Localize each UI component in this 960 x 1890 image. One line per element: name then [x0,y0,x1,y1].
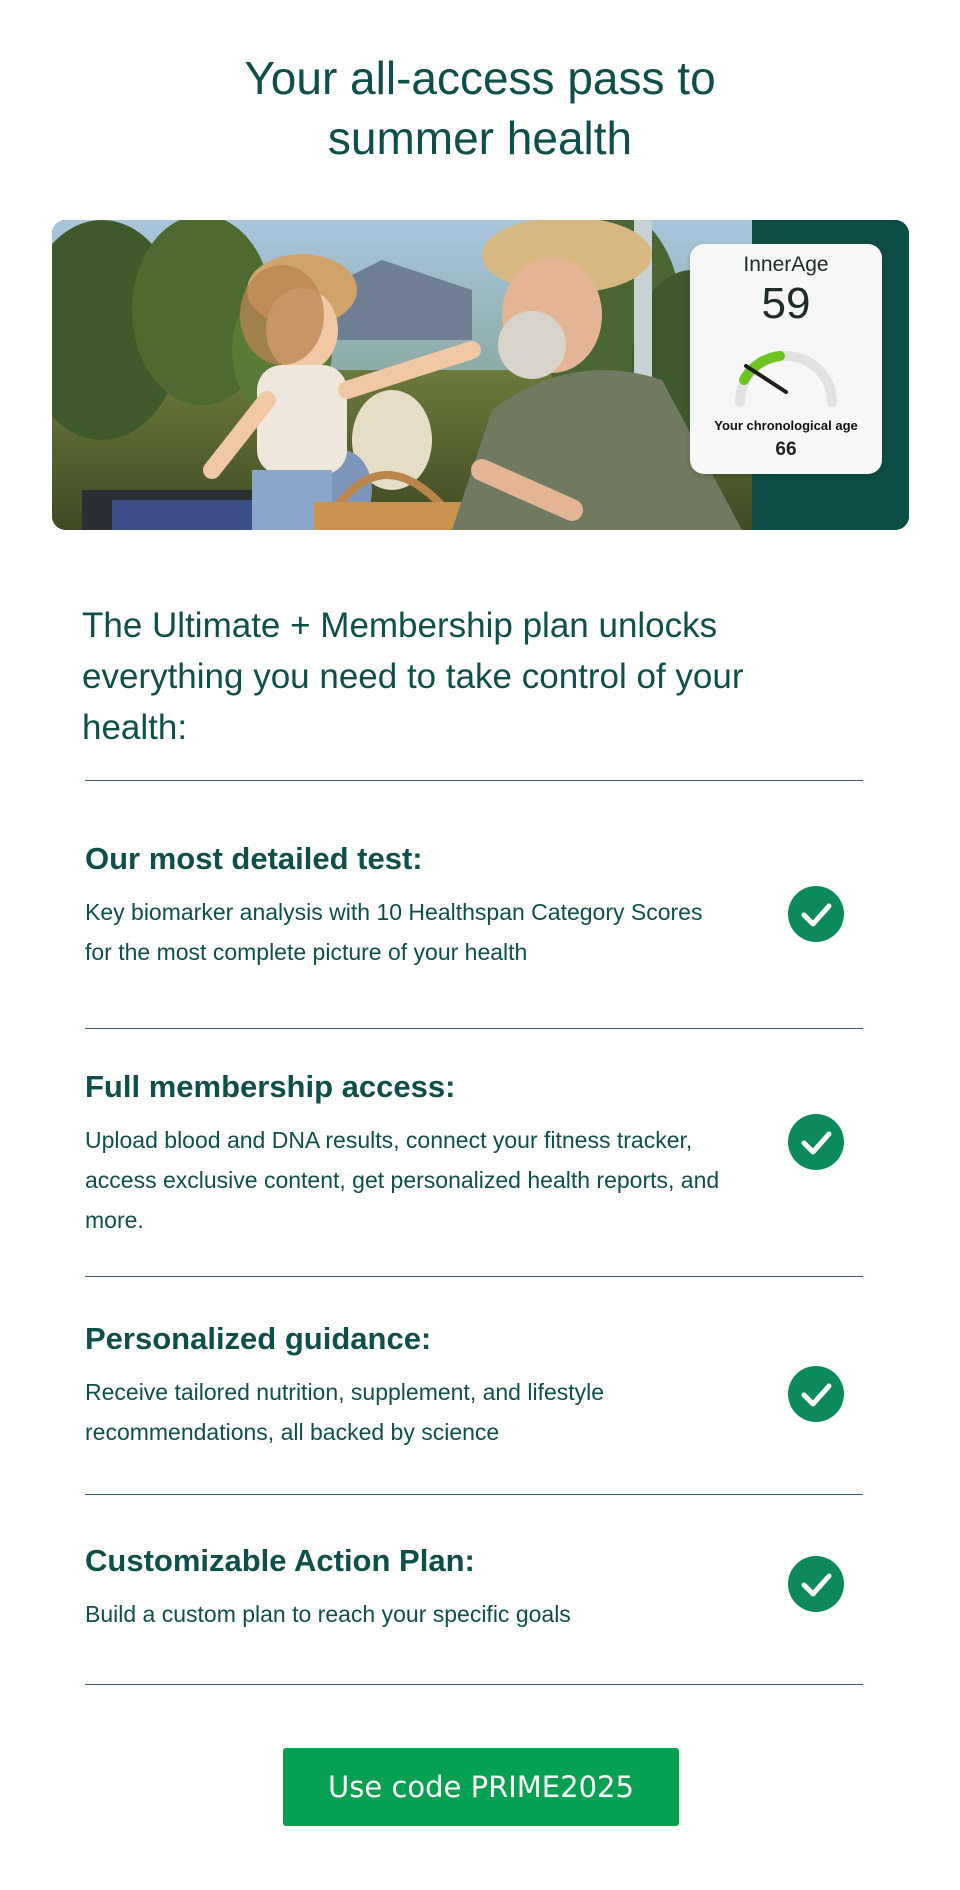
feature-title: Full membership access: [85,1069,456,1104]
chronological-age-label: Your chronological age [714,418,858,433]
divider [85,1276,863,1277]
inner-age-card [690,244,882,474]
inner-age-label: InnerAge [743,253,829,276]
checkmark-icon [788,1556,844,1612]
feature-title: Personalized guidance: [85,1321,432,1356]
feature-title: Our most detailed test: [85,841,423,876]
hero-title-line2: summer health [327,112,633,164]
checkmark-icon [788,1114,844,1170]
feature-description: Build a custom plan to reach your specific goals [85,1601,571,1627]
feature-title: Customizable Action Plan: [85,1543,475,1578]
divider [85,1028,863,1029]
checkmark-icon [788,886,844,942]
use-code-button[interactable]: Use code PRIME2025 [283,1748,679,1826]
divider [85,1494,863,1495]
checkmark-icon [788,1366,844,1422]
feature-description: Upload blood and DNA results, connect your fitness tracker, access exclusive content, get personalized health reports, and more. [85,1127,720,1233]
hero-title [0,48,960,168]
feature-personalized-guidance [85,1320,863,1452]
inner-age-value: 59 [761,279,811,328]
divider [85,780,863,781]
feature-description: Key biomarker analysis with 10 Healthspan Category Scores for the most complete picture of your health [85,899,703,965]
plan-intro: The Ultimate + Membership plan unlocks everything you need to take control of your health: [82,606,744,747]
feature-membership-access [85,1068,863,1240]
divider [85,1684,863,1685]
chronological-age-value: 66 [775,439,797,460]
feature-detailed-test [85,840,863,972]
feature-action-plan [85,1542,863,1634]
hero-title-line1: Your all-access pass to [244,52,716,104]
feature-description: Receive tailored nutrition, supplement, and lifestyle recommendations, all backed by science [85,1379,605,1445]
inner-age-gauge-icon [730,338,842,410]
